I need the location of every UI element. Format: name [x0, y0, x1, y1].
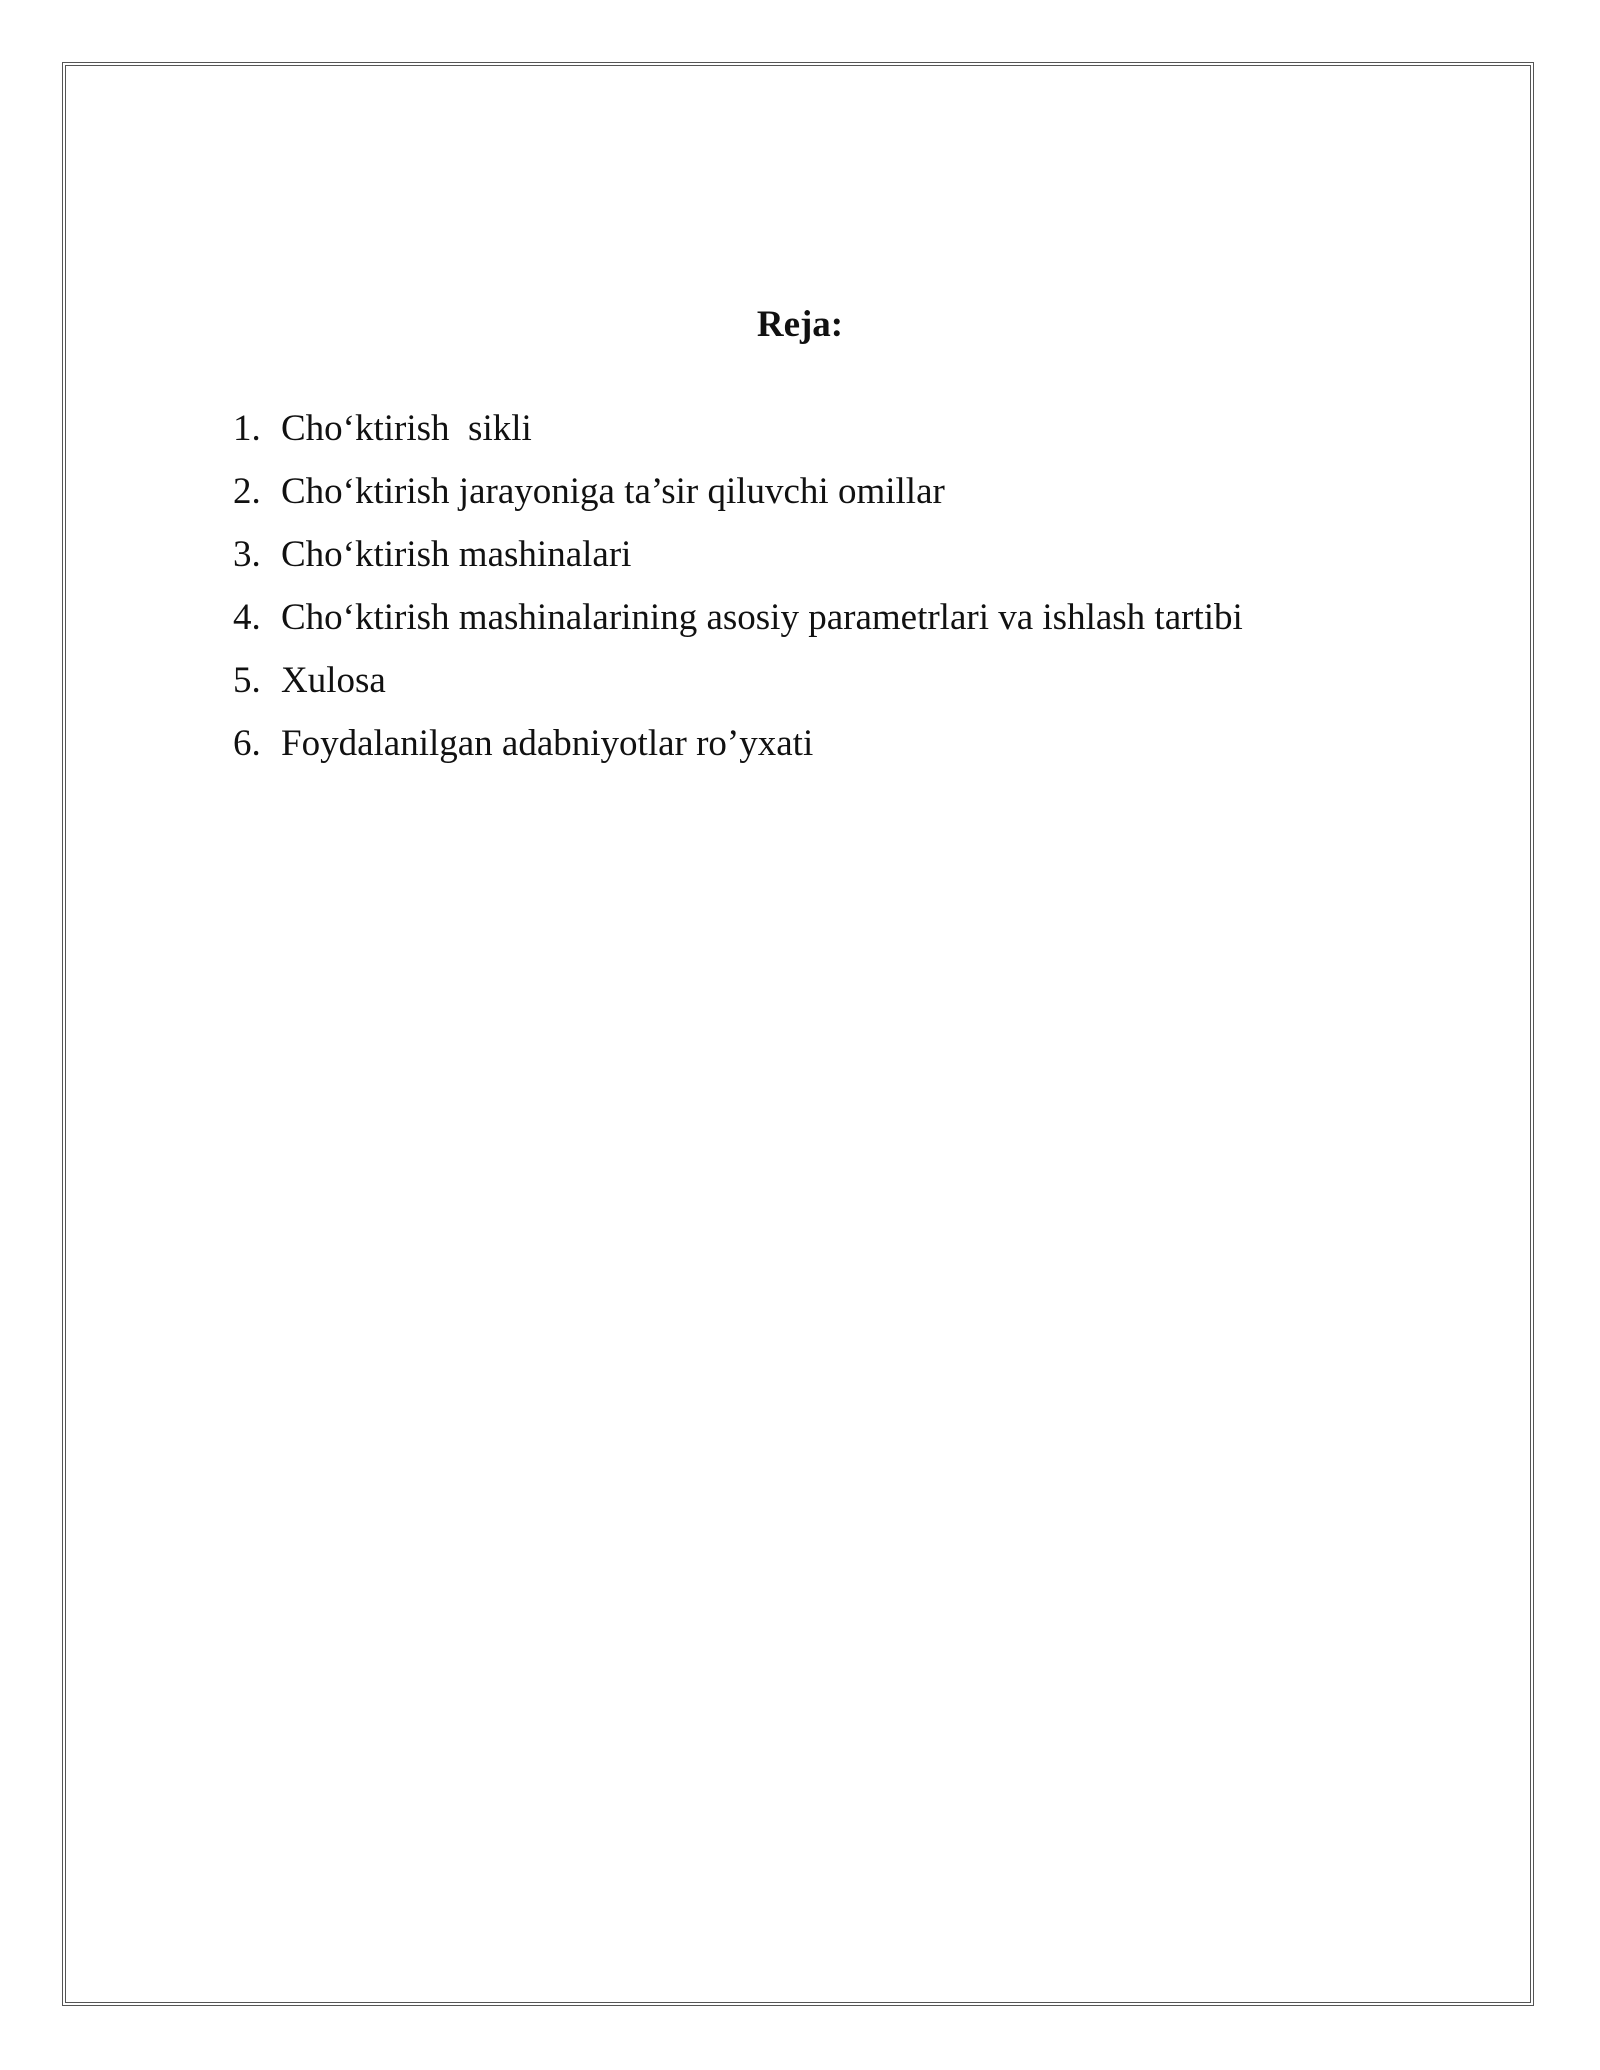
page-border-frame [62, 62, 1534, 2006]
list-item-number: 3. [233, 534, 261, 575]
page-title: Reja: [756, 304, 844, 345]
list-item-number: 4. [233, 597, 261, 638]
list-item [233, 662, 1243, 725]
list-item-text: Xulosa [281, 660, 386, 701]
list-item-number: 1. [233, 408, 261, 449]
list-item [233, 410, 1243, 473]
list-item-text: Cho‘ktirish sikli [281, 408, 532, 449]
list-item [233, 536, 1243, 599]
list-item [233, 725, 1243, 788]
list-item-text: Cho‘ktirish jarayoniga ta’sir qiluvchi omillar [281, 471, 945, 512]
list-item [233, 473, 1243, 536]
list-item-number: 6. [233, 723, 261, 764]
list-item-text: Cho‘ktirish mashinalarining asosiy parametrlari va ishlash tartibi [281, 597, 1243, 638]
list-item [233, 599, 1243, 662]
list-item-number: 2. [233, 471, 261, 512]
list-item-text: Cho‘ktirish mashinalari [281, 534, 632, 575]
list-item-text: Foydalanilgan adabniyotlar ro’yxati [281, 723, 814, 764]
list-item-number: 5. [233, 660, 261, 701]
plan-list [233, 410, 1243, 788]
